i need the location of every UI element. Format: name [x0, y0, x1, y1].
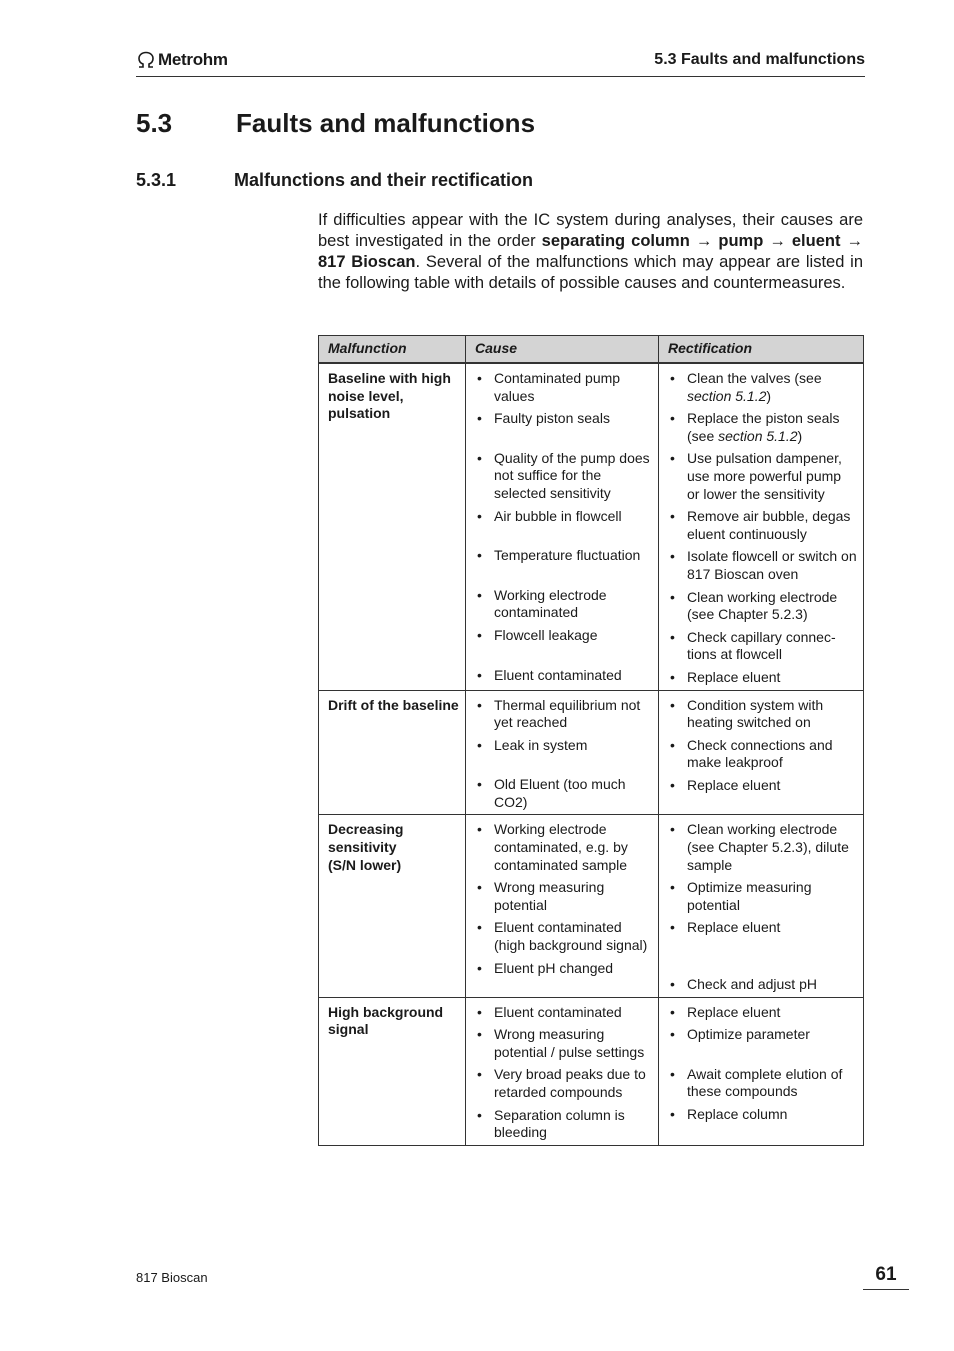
cause-cell [466, 815, 659, 997]
malfunction-cell: Baseline with high noise level, pulsation [319, 363, 466, 690]
rectification-cell [659, 690, 864, 815]
section-title: Faults and malfunctions [236, 108, 536, 138]
page-header [136, 48, 865, 77]
list-item: • Optimize measuring potential [668, 879, 857, 914]
list-item: • Air bubble in flowcell [475, 508, 652, 526]
list-item: • Check capillary connec-tions at flowcell [668, 629, 857, 664]
list-item: • Replace the piston seals (see section 5.1.2) [668, 410, 857, 445]
table-row [319, 815, 864, 997]
subsection-number: 5.3.1 [136, 170, 177, 190]
list-item: • Replace column [668, 1106, 857, 1124]
cause-cell [466, 997, 659, 1145]
list-item: • Faulty piston seals [475, 410, 652, 428]
list-item: • Replace eluent [668, 919, 857, 937]
malfunction-cell: Drift of the baseline [319, 690, 466, 815]
logo-text: Metrohm [158, 50, 228, 69]
list-item: • Leak in system [475, 737, 652, 755]
list-item: • Eluent contaminated [475, 667, 652, 685]
list-item: • Flowcell leakage [475, 627, 652, 645]
list-item: • Old Eluent (too much CO2) [475, 776, 652, 811]
list-item: • Eluent contaminated (high background signal) [475, 919, 652, 954]
list-item: • Clean working electrode (see Chapter 5.2.3) [668, 589, 857, 624]
rectification-cell [659, 363, 864, 690]
list-item: • Temperature fluctuation [475, 547, 652, 565]
footer-product: 817 Bioscan [136, 1270, 208, 1285]
section-number: 5.3 [136, 108, 173, 138]
list-item: • Isolate flowcell or switch on 817 Bioscan oven [668, 548, 857, 583]
list-item: • Check connections and make leakproof [668, 737, 857, 772]
list-item: • Optimize parameter [668, 1026, 857, 1044]
table-header-row [319, 336, 864, 364]
section-heading [136, 108, 535, 139]
table-row [319, 997, 864, 1145]
list-item: • Await complete elution of these compounds [668, 1066, 857, 1101]
metrohm-logo [136, 50, 228, 70]
column-header-rectification: Rectification [659, 336, 864, 364]
page-number: 61 [863, 1264, 909, 1290]
list-item: • Quality of the pump does not suffice for the selected sensitivity [475, 450, 652, 503]
subsection-title: Malfunctions and their rectification [234, 170, 534, 190]
list-item: • Wrong measuring potential / pulse settings [475, 1026, 652, 1061]
list-item: • Remove air bubble, degas eluent continuously [668, 508, 857, 543]
list-item: • Replace eluent [668, 669, 857, 687]
list-item: • Eluent contaminated [475, 1004, 652, 1022]
list-item: • Separation column is bleeding [475, 1107, 652, 1142]
list-item: • Check and adjust pH [668, 976, 857, 994]
list-item: • Replace eluent [668, 777, 857, 795]
column-header-malfunction: Malfunction [319, 336, 466, 364]
table-row [319, 690, 864, 815]
list-item: • Thermal equilibrium not yet reached [475, 697, 652, 732]
list-item: • Condition system with heating switched on [668, 697, 857, 732]
subsection-heading [136, 170, 533, 191]
list-item: • Very broad peaks due to retarded compounds [475, 1066, 652, 1101]
malfunction-cell: Decreasing sensitivity (S/N lower) [319, 815, 466, 997]
malfunctions-table [318, 335, 864, 1146]
list-item: • Contaminated pump values [475, 370, 652, 405]
list-item: • Working electrode contaminated, e.g. by contaminated sample [475, 821, 652, 874]
rectification-cell [659, 997, 864, 1145]
malfunction-cell: High background signal [319, 997, 466, 1145]
metrohm-omega-icon [136, 51, 156, 69]
list-item: • Wrong measuring potential [475, 879, 652, 914]
list-item: • Replace eluent [668, 1004, 857, 1022]
list-item: • Working electrode contaminated [475, 587, 652, 622]
running-head: 5.3 Faults and malfunctions [654, 51, 865, 68]
list-item: • Clean the valves (see section 5.1.2) [668, 370, 857, 405]
list-item: • Eluent pH changed [475, 960, 652, 978]
intro-paragraph: If difficulties appear with the IC system during analyses, their causes are best investigated in the order separating column → pump → eluent → 817 Bioscan. Several of the malfunctions which may appear are listed in the following table with details of possible causes and countermeasures. [318, 211, 863, 292]
list-item: • Use pulsation dampener, use more powerful pump or lower the sensitivity [668, 450, 857, 503]
cause-cell [466, 363, 659, 690]
list-item: • Clean working electrode (see Chapter 5.2.3), dilute sample [668, 821, 857, 874]
column-header-cause: Cause [466, 336, 659, 364]
cause-cell [466, 690, 659, 815]
table-row [319, 363, 864, 690]
rectification-cell [659, 815, 864, 997]
